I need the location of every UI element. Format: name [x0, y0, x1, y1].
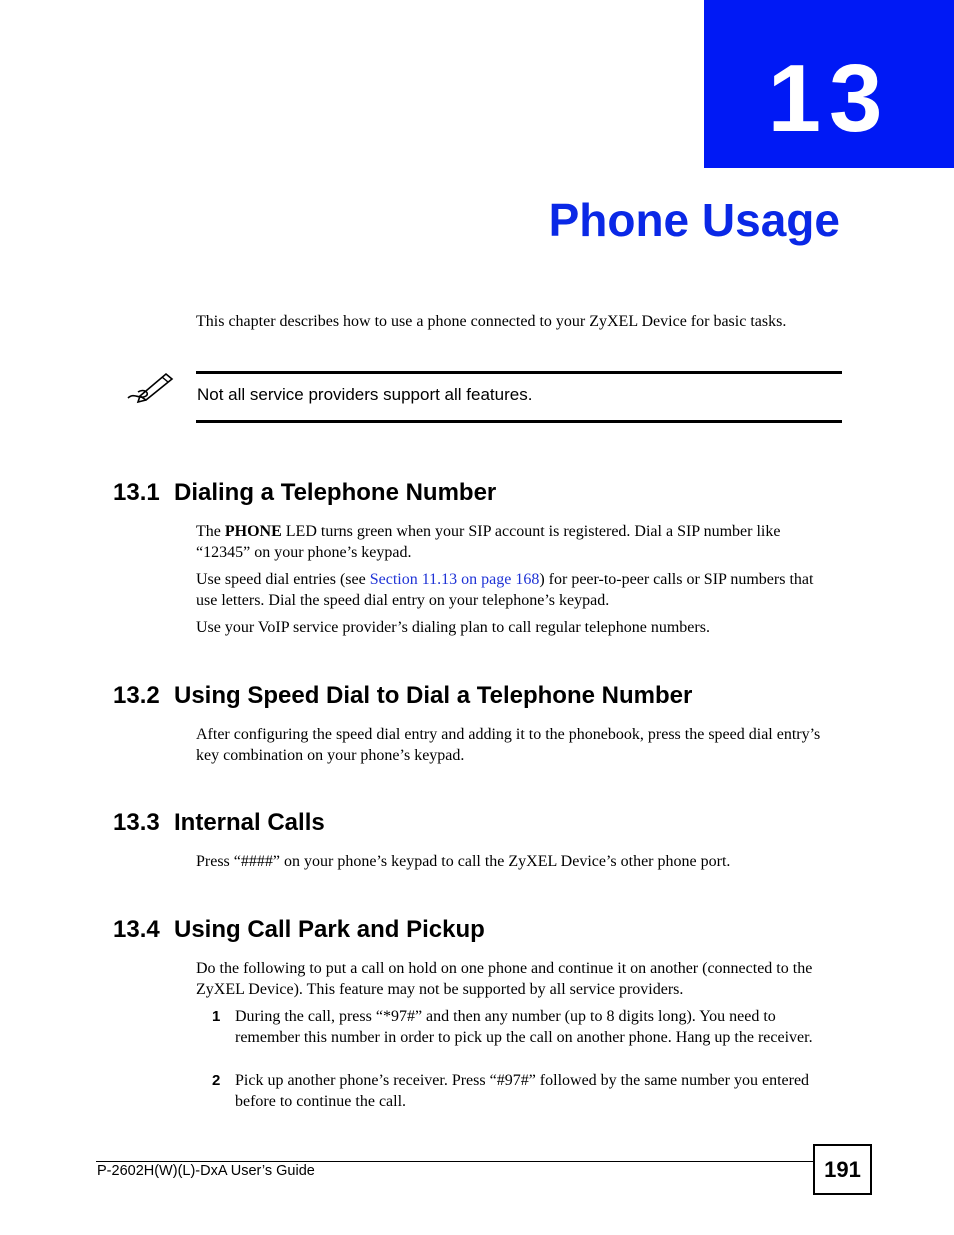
step-number: 1 [212, 1008, 221, 1025]
section-title: Dialing a Telephone Number [174, 479, 497, 506]
section-13-4-paragraph-1: Do the following to put a call on hold on one phone and continue it on another (connected to the ZyXEL Device). This feature may not be supported by all service providers. [196, 960, 813, 998]
section-number: 13.2 [113, 682, 160, 709]
note-text: Not all service providers support all features. [197, 385, 533, 404]
page-number: 191 [813, 1144, 872, 1195]
section-heading-13-1 [113, 478, 496, 508]
step-text: During the call, press “*97#” and then any number (up to 8 digits long). You need to remember this number in order to pick up the call on another phone. Hang up the receiver. [235, 1008, 813, 1046]
text-run: ) for peer-to-peer calls or SIP numbers that use letters. Dial the speed dial entry on your telephone’s keypad. [196, 571, 814, 609]
intro-paragraph: This chapter describes how to use a phone connected to your ZyXEL Device for basic tasks. [196, 313, 787, 330]
chapter-number-box [704, 0, 954, 168]
section-13-1-paragraph-2 [196, 570, 836, 611]
section-title: Internal Calls [174, 809, 325, 836]
section-heading-13-3 [113, 808, 325, 838]
section-title: Using Call Park and Pickup [174, 916, 485, 943]
section-heading-13-2 [113, 681, 692, 711]
step-number: 2 [212, 1072, 221, 1089]
phone-led-label: PHONE [224, 523, 282, 540]
section-number: 13.4 [113, 916, 160, 943]
section-heading-13-4 [113, 915, 485, 945]
section-13-3-paragraph-1: Press “####” on your phone’s keypad to call the ZyXEL Device’s other phone port. [196, 853, 731, 870]
section-13-1-paragraph-1 [196, 522, 836, 563]
section-13-2-paragraph-1: After configuring the speed dial entry and adding it to the phonebook, press the speed dial entry’s key combination on your phone’s keypad. [196, 726, 821, 764]
text-run: Use speed dial entries (see [196, 571, 370, 588]
step-text: Pick up another phone’s receiver. Press “#97#” followed by the same number you entered before to continue the call. [235, 1072, 810, 1110]
section-cross-reference-link[interactable]: Section 11.13 on page 168 [369, 571, 540, 588]
pen-note-icon [126, 370, 174, 404]
section-number: 13.3 [113, 809, 160, 836]
text-run: LED turns green when your SIP account is registered. Dial a SIP number like “12345” on your phone’s keypad. [196, 523, 781, 561]
text-run: The [196, 523, 225, 540]
chapter-title: Phone Usage [548, 194, 840, 246]
note-bottom-rule [196, 420, 842, 423]
chapter-number: 13 [767, 45, 891, 152]
section-title: Using Speed Dial to Dial a Telephone Number [174, 682, 693, 709]
note-top-rule [196, 371, 842, 374]
section-13-1-paragraph-3: Use your VoIP service provider’s dialing plan to call regular telephone numbers. [196, 619, 710, 636]
footer-guide-title: P-2602H(W)(L)-DxA User’s Guide [97, 1163, 315, 1179]
section-number: 13.1 [113, 479, 160, 506]
